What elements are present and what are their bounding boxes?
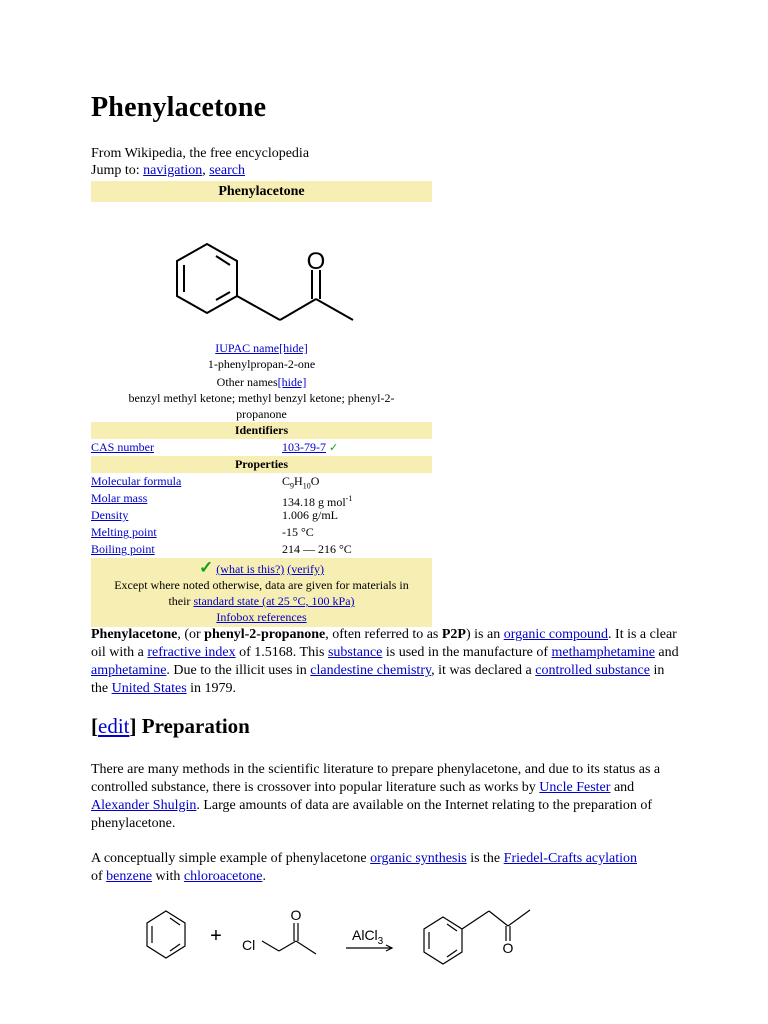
other-names-value-1: benzyl methyl ketone; methyl benzyl ketone; phenyl-2- [128,391,395,405]
methamphetamine-link[interactable]: methamphetamine [551,645,655,660]
intro-paragraph: Phenylacetone, (or phenyl-2-propanone, often referred to as P2P) is an organic compound. It is a clear oil with a refractive index of 1.5168. This substance is used in the manufacture of methamphetamine and amphetamine. Due to the illicit uses in clandestine chemistry, it was declared a controlled substance in the United States in 1979. [91,627,679,696]
molar-mass-value: 134.18 g mol$^{-1}$ [282,494,353,509]
jump-navigation-link[interactable]: navigation [143,163,203,178]
cas-number-link[interactable]: CAS number [91,440,154,454]
other-names-value-2: propanone [236,407,287,421]
organic-compound-link[interactable]: organic compound [503,627,609,642]
page-title: Phenylacetone [91,92,267,123]
infobox-footer [91,558,432,627]
chloroacetone-oxygen-label: O [290,907,302,923]
molecular-formula-value: $C_9H_{10}O$ [282,474,320,491]
infobox-references-row [91,609,432,625]
identifiers-header: Identifiers [91,422,432,439]
boiling-point-link[interactable]: Boiling point [91,542,155,556]
product-oxygen-label: O [502,940,514,956]
edit-section-link[interactable]: edit [98,714,130,738]
properties-header: Properties [91,456,432,473]
what-is-this-link[interactable]: (what is this?) [216,562,285,576]
verify-link[interactable]: (verify) [287,562,324,576]
jump-separator: , [202,163,206,178]
jump-to-label: Jump to: [91,163,140,178]
property-row [91,507,432,524]
jump-to-line [91,163,245,179]
clandestine-chemistry-link[interactable]: clandestine chemistry [310,663,432,678]
iupac-name-row [91,336,432,356]
other-names-label: Other names [216,375,278,389]
cas-value-link[interactable]: 103-79-7 [282,440,326,454]
density-value: 1.006 g/mL [282,508,338,522]
section-title: Preparation [141,714,250,738]
alexander-shulgin-link[interactable]: Alexander Shulgin [91,798,197,813]
iupac-name-value: 1-phenylpropan-2-one [207,357,316,371]
property-row [91,524,432,541]
carbonyl-oxygen-label: O [306,248,326,275]
preparation-paragraph-1: There are many methods in the scientific literature to prepare phenylacetone, and due to its status as a controlled substance, there is crossover into popular literature such as works by Uncle Fester and Alexander Shulgin. Large amounts of data are available on the Internet relating to the preparation of phenylacetone. [91,762,661,831]
preparation-heading: [edit] Preparation [91,714,250,738]
chloroacetone-link[interactable]: chloroacetone [183,869,263,884]
standard-state-link[interactable]: standard state (at 25 °C, 100 kPa) [193,594,355,608]
substance-link[interactable]: substance [327,645,383,660]
reaction-scheme [0,895,768,985]
iupac-hide-link[interactable]: [hide] [279,341,308,355]
property-row [91,490,432,507]
verified-check-icon: ✓ [199,558,214,577]
reagent-label: AlCl$_3$ [352,927,384,947]
other-names-row [91,374,432,390]
molar-mass-link[interactable]: Molar mass [91,491,148,505]
amphetamine-link[interactable]: amphetamine [91,663,167,678]
melting-point-link[interactable]: Melting point [91,525,157,539]
boiling-point-value: 214 — 216 °C [282,542,352,556]
except-note-1: Except where noted otherwise, data are given for materials in [114,578,409,592]
benzene-ring [147,911,185,958]
controlled-substance-link[interactable]: controlled substance [535,663,650,678]
jump-search-link[interactable]: search [209,163,245,178]
united-states-link[interactable]: United States [111,681,187,696]
infobox-title: Phenylacetone [91,181,432,202]
iupac-name-link[interactable]: IUPAC name [215,341,280,355]
molecular-formula-link[interactable]: Molecular formula [91,474,182,488]
chlorine-label: Cl [242,937,256,953]
melting-point-value: -15 °C [282,525,314,539]
organic-synthesis-link[interactable]: organic synthesis [370,851,467,866]
checkmark-icon: ✓ [329,442,339,454]
refractive-index-link[interactable]: refractive index [147,645,236,660]
product-ring [424,917,462,964]
plus-sign: + [210,925,222,947]
phenylacetone-structure-svg [91,202,432,336]
density-link[interactable]: Density [91,508,129,522]
from-wikipedia-line: From Wikipedia, the free encyclopedia [91,146,310,161]
except-note-2: their standard state (at 25 °C, 100 kPa) [168,594,355,608]
structure-image [91,202,432,336]
other-names-hide-link[interactable]: [hide] [277,375,307,389]
benzene-link[interactable]: benzene [106,869,153,884]
verify-row [91,560,432,577]
infobox-references-link[interactable]: Infobox references [216,610,307,624]
friedel-crafts-acylation-link[interactable]: Friedel-Crafts acylation [503,851,637,866]
property-row [91,541,432,558]
cas-row [91,439,432,456]
infobox [91,181,432,627]
preparation-paragraph-2: A conceptually simple example of phenylacetone organic synthesis is the Friedel-Crafts acylation of benzene with chloroacetone. [91,851,637,884]
uncle-fester-link[interactable]: Uncle Fester [539,780,611,795]
cas-value-cell [282,439,338,457]
property-row [91,473,432,490]
